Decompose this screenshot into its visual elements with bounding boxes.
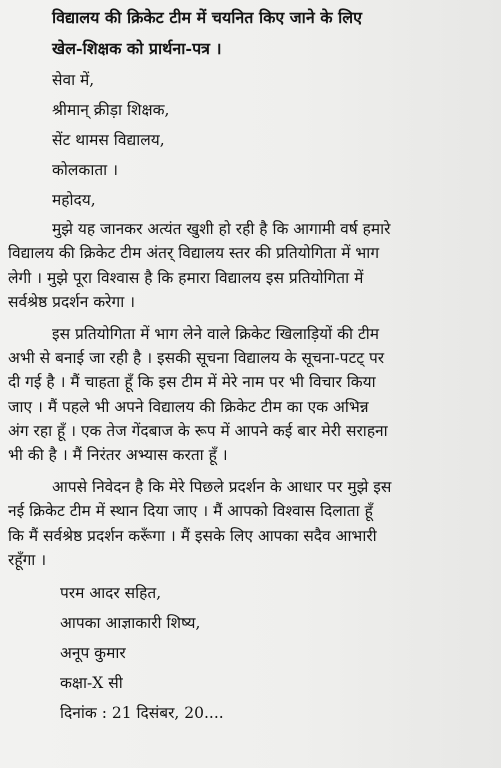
letter-date: दिनांक : 21 दिसंबर, 20.... [60, 704, 224, 722]
paragraph-2-line-4: जाए । मैं पहले भी अपने विद्यालय की क्रिकेट टीम का एक अभिन्न [8, 398, 369, 416]
paragraph-1-line-2: विद्यालय की क्रिकेट टीम अंतर् विद्यालय स्तर की प्रतियोगिता में भाग [8, 244, 380, 262]
paragraph-2-line-1: इस प्रतियोगिता में भाग लेने वाले क्रिकेट खिलाड़ियों की टीम [52, 325, 380, 343]
letter-title-line-2: खेल-शिक्षक को प्रार्थना-पत्र । [52, 39, 222, 58]
sender-class: कक्षा-X सी [60, 674, 123, 692]
paragraph-1-line-1: मुझे यह जानकर अत्यंत खुशी हो रही है कि आगामी वर्ष हमारे [52, 220, 391, 238]
paragraph-2-line-3: दी गई है । मैं चाहता हूँ कि इस टीम में मेरे नाम पर भी विचार किया [8, 373, 376, 391]
sender-name: अनूप कुमार [60, 644, 126, 662]
closing-obedient: आपका आज्ञाकारी शिष्य, [60, 614, 201, 632]
paragraph-3-line-4: रहूँगा । [8, 551, 47, 569]
address-school: सेंट थामस विद्यालय, [52, 131, 165, 149]
paragraph-1-line-3: लेगी । मुझे पूरा विश्वास है कि हमारा विद्यालय इस प्रतियोगिता में [8, 269, 364, 287]
address-recipient: श्रीमान् क्रीड़ा शिक्षक, [52, 101, 170, 119]
letter-title-line-1: विद्यालय की क्रिकेट टीम में चयनित किए जाने के लिए [52, 8, 362, 27]
address-to: सेवा में, [52, 71, 95, 89]
paragraph-3-line-3: कि मैं सर्वश्रेष्ठ प्रदर्शन करूँगा । मैं इसके लिए आपका सदैव आभारी [8, 527, 377, 545]
closing-regards: परम आदर सहित, [60, 584, 162, 602]
paragraph-3-line-2: नई क्रिकेट टीम में स्थान दिया जाए । मैं आपको विश्वास दिलाता हूँ [8, 502, 373, 520]
paragraph-2-line-5: अंग रहा हूँ । एक तेज गेंदबाज के रूप में आपने कई बार मेरी सराहना [8, 422, 388, 440]
paragraph-2-line-2: अभी से बनाई जा रही है । इसकी सूचना विद्यालय के सूचना-पटट् पर [8, 349, 385, 367]
paragraph-3-line-1: आपसे निवेदन है कि मेरे पिछले प्रदर्शन के आधार पर मुझे इस [52, 478, 392, 496]
salutation: महोदय, [52, 191, 96, 209]
paragraph-2-line-6: भी की है । मैं निरंतर अभ्यास करता हूँ । [8, 446, 228, 464]
paragraph-1-line-4: सर्वश्रेष्ठ प्रदर्शन करेगा । [8, 293, 136, 311]
address-city: कोलकाता । [52, 161, 118, 179]
